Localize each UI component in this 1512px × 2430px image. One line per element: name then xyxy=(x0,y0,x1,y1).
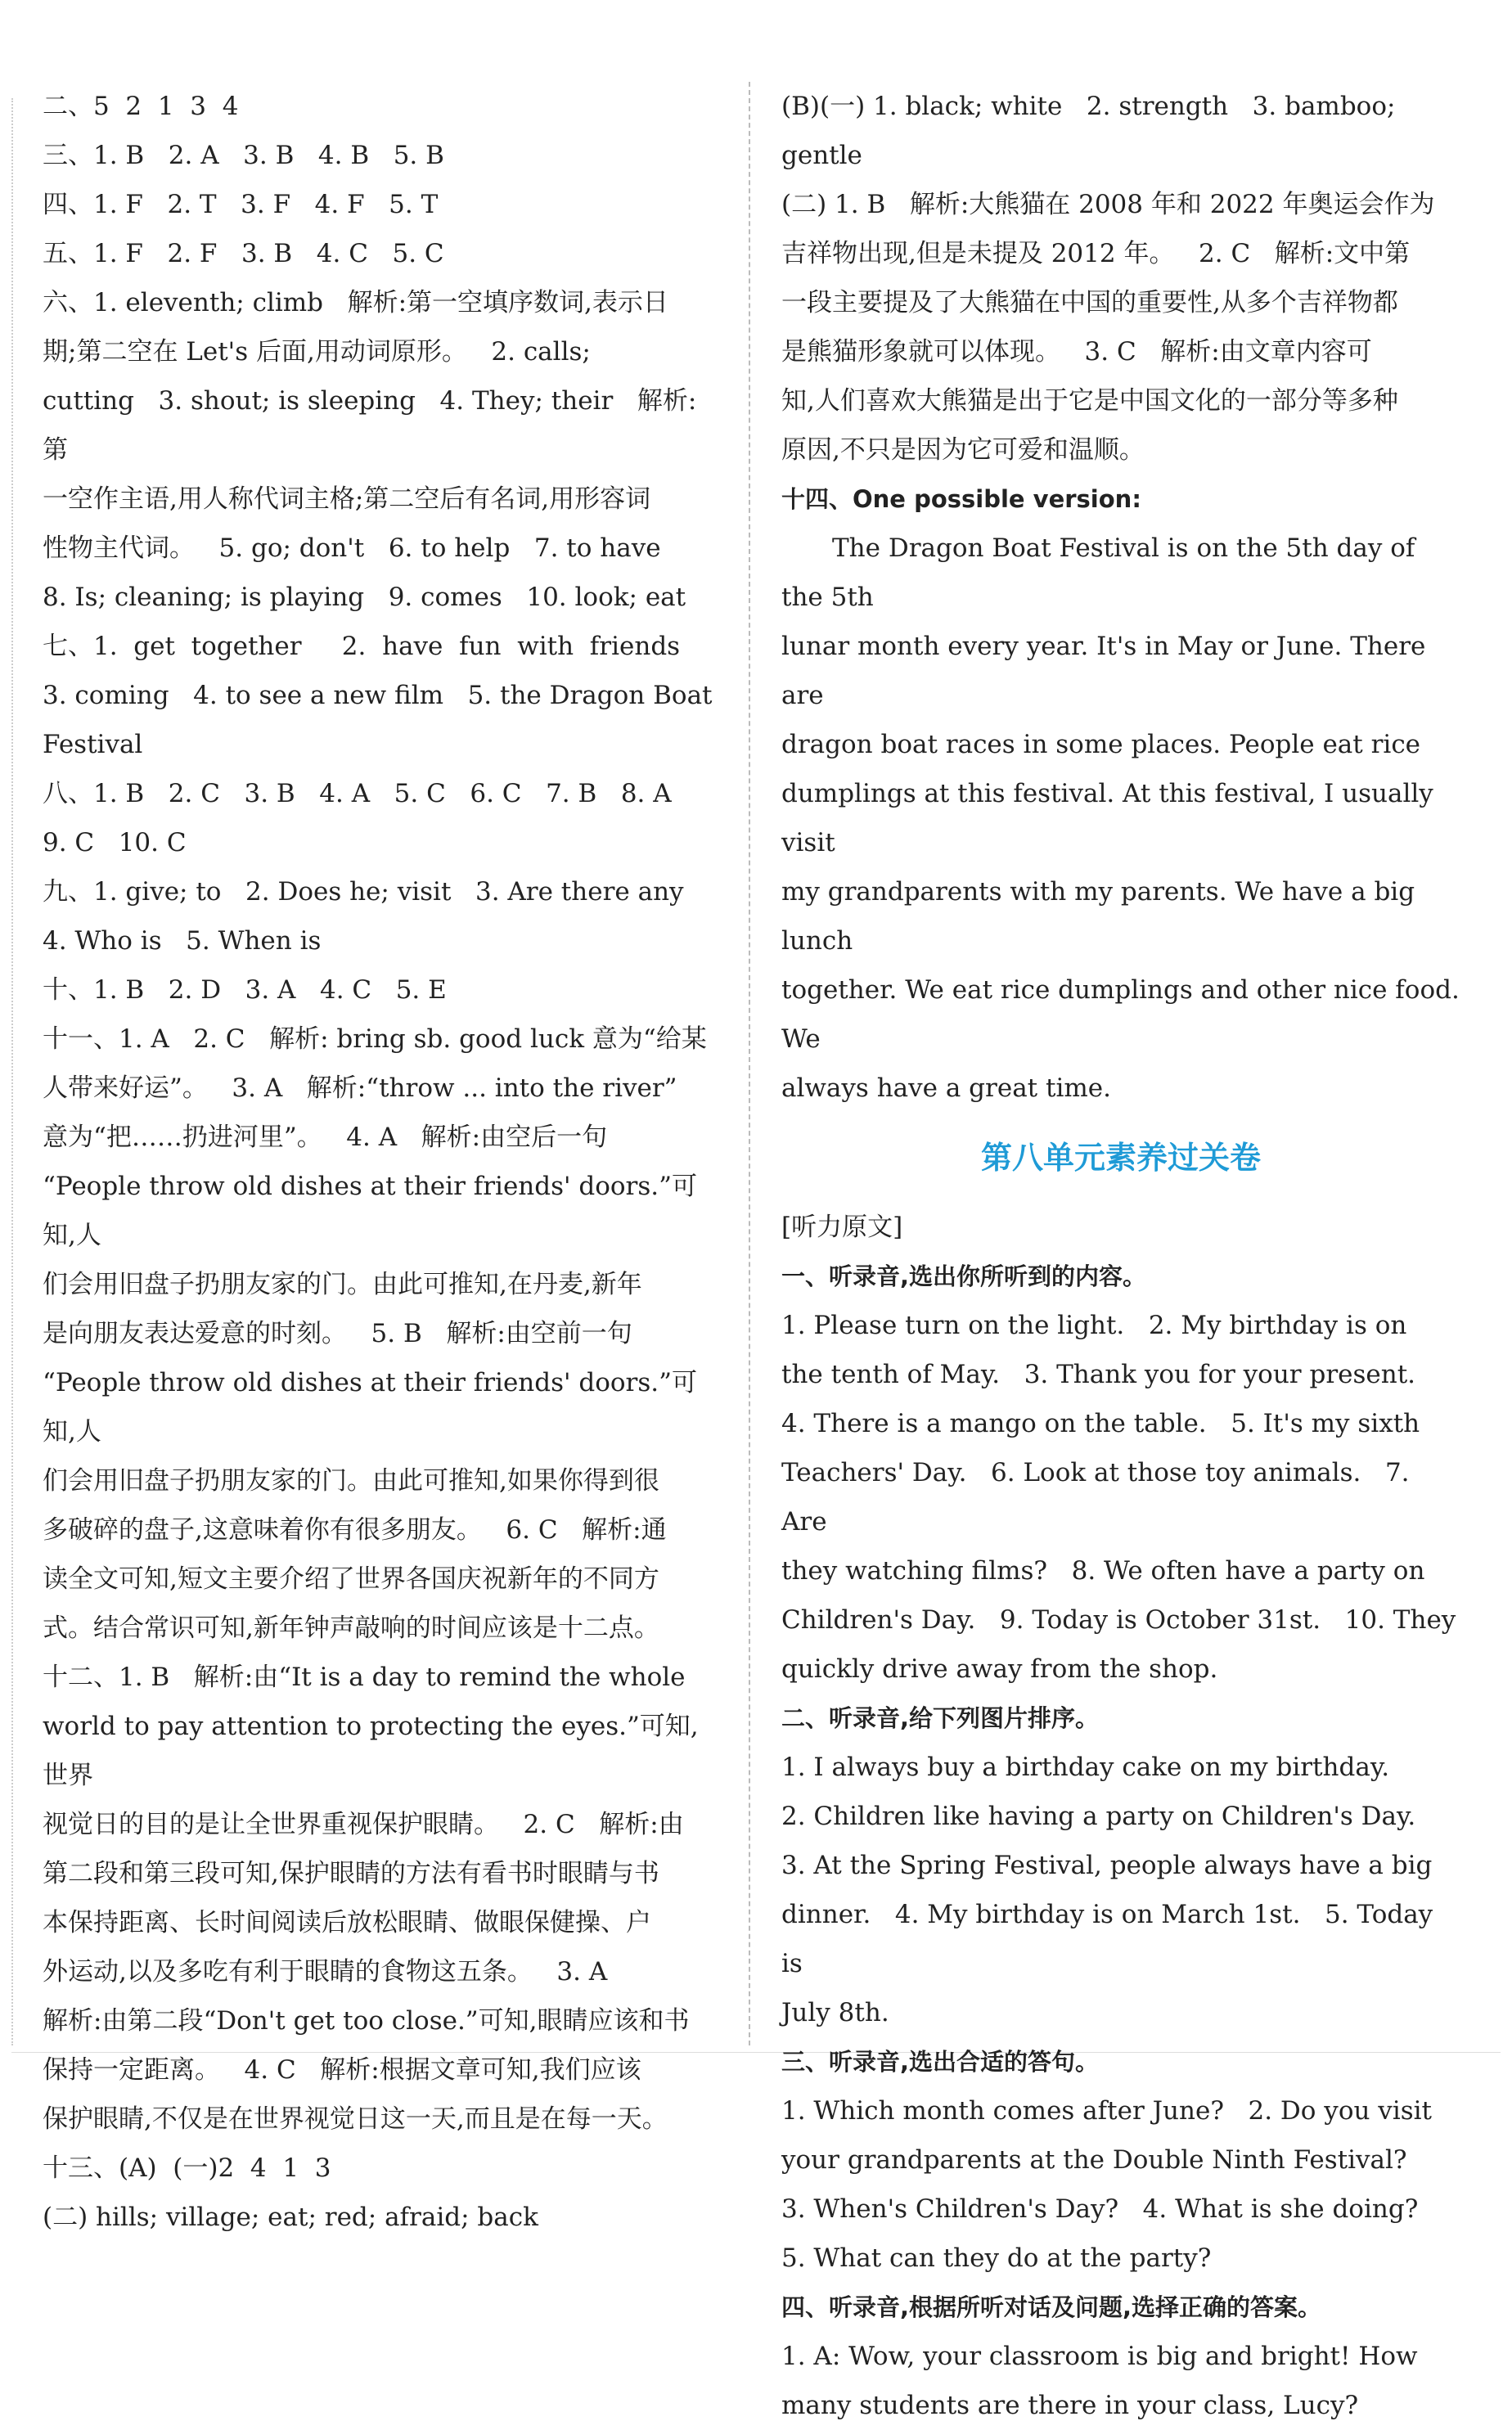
listening-line: Teachers' Day. 6. Look at those toy animals. 7. Are xyxy=(781,1458,1418,1537)
answer-line: (二) 1. B 解析:大熊猫在 2008 年和 2022 年奥运会作为 xyxy=(781,190,1435,219)
listening-line: 3. When's Children's Day? 4. What is she doing? xyxy=(781,2194,1419,2224)
listening-line: dinner. 4. My birthday is on March 1st. 5. Today is xyxy=(781,1900,1442,1978)
listening-section-heading: 四、听录音,根据所听对话及问题,选择正确的答案。 xyxy=(781,2293,1322,2321)
answer-line: “People throw old dishes at their friends' doors.”可知,人 xyxy=(43,1172,697,1250)
answer-line: 们会用旧盘子扔朋友家的门。由此可推知,在丹麦,新年 xyxy=(43,1270,642,1299)
answer-line: 七、1. get together 2. have fun with friends xyxy=(43,632,681,661)
listening-line: 2. Children like having a party on Children's Day. xyxy=(781,1802,1416,1831)
answer-line: cutting 3. shout; is sleeping 4. They; their 解析:第 xyxy=(43,386,697,465)
answer-line: 十、1. B 2. D 3. A 4. C 5. E xyxy=(43,975,447,1005)
answer-line: 四、1. F 2. T 3. F 4. F 5. T xyxy=(43,190,439,219)
listening-line: 4. There is a mango on the table. 5. It's my sixth xyxy=(781,1409,1420,1438)
answer-line: 本保持距离、长时间阅读后放松眼睛、做眼保健操、户 xyxy=(43,1908,651,1937)
answer-line: 第二段和第三段可知,保护眼睛的方法有看书时眼睛与书 xyxy=(43,1859,659,1888)
answer-line: 十二、1. B 解析:由“It is a day to remind the whole xyxy=(43,1663,686,1692)
essay-line: The Dragon Boat Festival is on the 5th day of the 5th xyxy=(781,533,1424,612)
answer-line: 3. coming 4. to see a new film 5. the Dragon Boat xyxy=(43,681,713,710)
answer-line: 原因,不只是因为它可爱和温顺。 xyxy=(781,435,1145,465)
left-column xyxy=(43,82,722,2242)
listening-section-heading: 三、听录音,选出合适的答句。 xyxy=(781,2048,1100,2076)
answer-line: 解析:由第二段“Don't get too close.”可知,眼睛应该和书 xyxy=(43,2006,690,2036)
section-14-heading: 十四、One possible version: xyxy=(781,485,1141,513)
unit-title: 第八单元素养过关卷 xyxy=(980,1140,1261,1176)
answer-line: 9. C 10. C xyxy=(43,828,187,857)
answer-line: 一段主要提及了大熊猫在中国的重要性,从多个吉祥物都 xyxy=(781,288,1398,317)
answer-line: 吉祥物出现,但是未提及 2012 年。 2. C 解析:文中第 xyxy=(781,239,1411,268)
answer-line: 九、1. give; to 2. Does he; visit 3. Are there any xyxy=(43,877,684,907)
listening-line: many students are there in your class, Lucy? xyxy=(781,2391,1359,2420)
essay-line: dumplings at this festival. At this festival, I usually visit xyxy=(781,779,1442,857)
listening-line: 3. At the Spring Festival, people always have a big xyxy=(781,1851,1433,1880)
answer-line: 保持一定距离。 4. C 解析:根据文章可知,我们应该 xyxy=(43,2055,641,2085)
answer-line: 二、5 2 1 3 4 xyxy=(43,92,239,121)
answer-line: world to pay attention to protecting the eyes.”可知,世界 xyxy=(43,1712,699,1790)
answer-line: 式。结合常识可知,新年钟声敲响的时间应该是十二点。 xyxy=(43,1613,659,1643)
answer-line: (二) hills; village; eat; red; afraid; back xyxy=(43,2203,538,2232)
listening-label: [听力原文] xyxy=(781,1213,903,1242)
answer-line: 外运动,以及多吃有利于眼睛的食物这五条。 3. A xyxy=(43,1957,608,1987)
listening-line: quickly drive away from the shop. xyxy=(781,1654,1218,1684)
essay-line: dragon boat races in some places. People eat rice xyxy=(781,730,1421,759)
answer-line: Festival xyxy=(43,730,143,759)
answer-line: 是熊猫形象就可以体现。 3. C 解析:由文章内容可 xyxy=(781,337,1372,367)
answer-line: 五、1. F 2. F 3. B 4. C 5. C xyxy=(43,239,444,268)
column-divider xyxy=(749,82,750,2045)
answer-line: 一空作主语,用人称代词主格;第二空后有名词,用形容词 xyxy=(43,484,651,514)
essay-line: always have a great time. xyxy=(781,1073,1111,1103)
answer-line: 多破碎的盘子,这意味着你有很多朋友。 6. C 解析:通 xyxy=(43,1515,667,1545)
listening-line: 1. Which month comes after June? 2. Do you visit xyxy=(781,2096,1433,2126)
essay-line: lunar month every year. It's in May or June. There are xyxy=(781,632,1434,710)
answer-line: 读全文可知,短文主要介绍了世界各国庆祝新年的不同方 xyxy=(43,1564,659,1594)
answer-line: 知,人们喜欢大熊猫是出于它是中国文化的一部分等多种 xyxy=(781,386,1398,416)
answer-line: 视觉日的目的是让全世界重视保护眼睛。 2. C 解析:由 xyxy=(43,1810,684,1839)
listening-line: they watching films? 8. We often have a party on xyxy=(781,1556,1425,1586)
listening-line: 5. What can they do at the party? xyxy=(781,2243,1212,2273)
answer-line: 们会用旧盘子扔朋友家的门。由此可推知,如果你得到很 xyxy=(43,1466,659,1496)
answer-line: 六、1. eleventh; climb 解析:第一空填序数词,表示日 xyxy=(43,288,668,317)
answer-line: 意为“把……扔进河里”。 4. A 解析:由空后一句 xyxy=(43,1123,608,1152)
answer-line: 8. Is; cleaning; is playing 9. comes 10. look; eat xyxy=(43,583,686,612)
listening-line: 1. A: Wow, your classroom is big and bright! How xyxy=(781,2342,1418,2371)
answer-line: gentle xyxy=(781,141,862,170)
right-column xyxy=(781,82,1468,2430)
answer-line: 十一、1. A 2. C 解析: bring sb. good luck 意为“给某 xyxy=(43,1024,707,1054)
answer-line: “People throw old dishes at their friends' doors.”可知,人 xyxy=(43,1368,697,1447)
listening-section-heading: 二、听录音,给下列图片排序。 xyxy=(781,1704,1100,1732)
answer-line: 期;第二空在 Let's 后面,用动词原形。 2. calls; xyxy=(43,337,591,367)
answer-line: (B)(一) 1. black; white 2. strength 3. bamboo; xyxy=(781,92,1396,121)
listening-line: the tenth of May. 3. Thank you for your present. xyxy=(781,1360,1416,1389)
answer-line: 八、1. B 2. C 3. B 4. A 5. C 6. C 7. B 8. A xyxy=(43,779,672,808)
listening-line: July 8th. xyxy=(781,1998,889,2027)
listening-line: 1. Please turn on the light. 2. My birthday is on xyxy=(781,1311,1407,1340)
answer-line: 是向朋友表达爱意的时刻。 5. B 解析:由空前一句 xyxy=(43,1319,632,1348)
listening-line: Children's Day. 9. Today is October 31st. 10. They xyxy=(781,1605,1456,1635)
answer-line: 保护眼睛,不仅是在世界视觉日这一天,而且是在每一天。 xyxy=(43,2104,668,2134)
essay-line: together. We eat rice dumplings and other nice food. We xyxy=(781,975,1468,1054)
answer-line: 性物主代词。 5. go; don't 6. to help 7. to have xyxy=(43,533,661,563)
listening-section-heading: 一、听录音,选出你所听到的内容。 xyxy=(781,1262,1147,1290)
listening-line: your grandparents at the Double Ninth Festival? xyxy=(781,2145,1407,2175)
essay-line: my grandparents with my parents. We have a big lunch xyxy=(781,877,1423,956)
answer-line: 十三、(A) (一)2 4 1 3 xyxy=(43,2153,331,2183)
answer-line: 人带来好运”。 3. A 解析:“throw ... into the river” xyxy=(43,1073,677,1103)
page-edge-line xyxy=(11,98,13,2045)
answer-line: 4. Who is 5. When is xyxy=(43,926,322,956)
answer-line: 三、1. B 2. A 3. B 4. B 5. B xyxy=(43,141,444,170)
listening-line: 1. I always buy a birthday cake on my birthday. xyxy=(781,1753,1390,1782)
